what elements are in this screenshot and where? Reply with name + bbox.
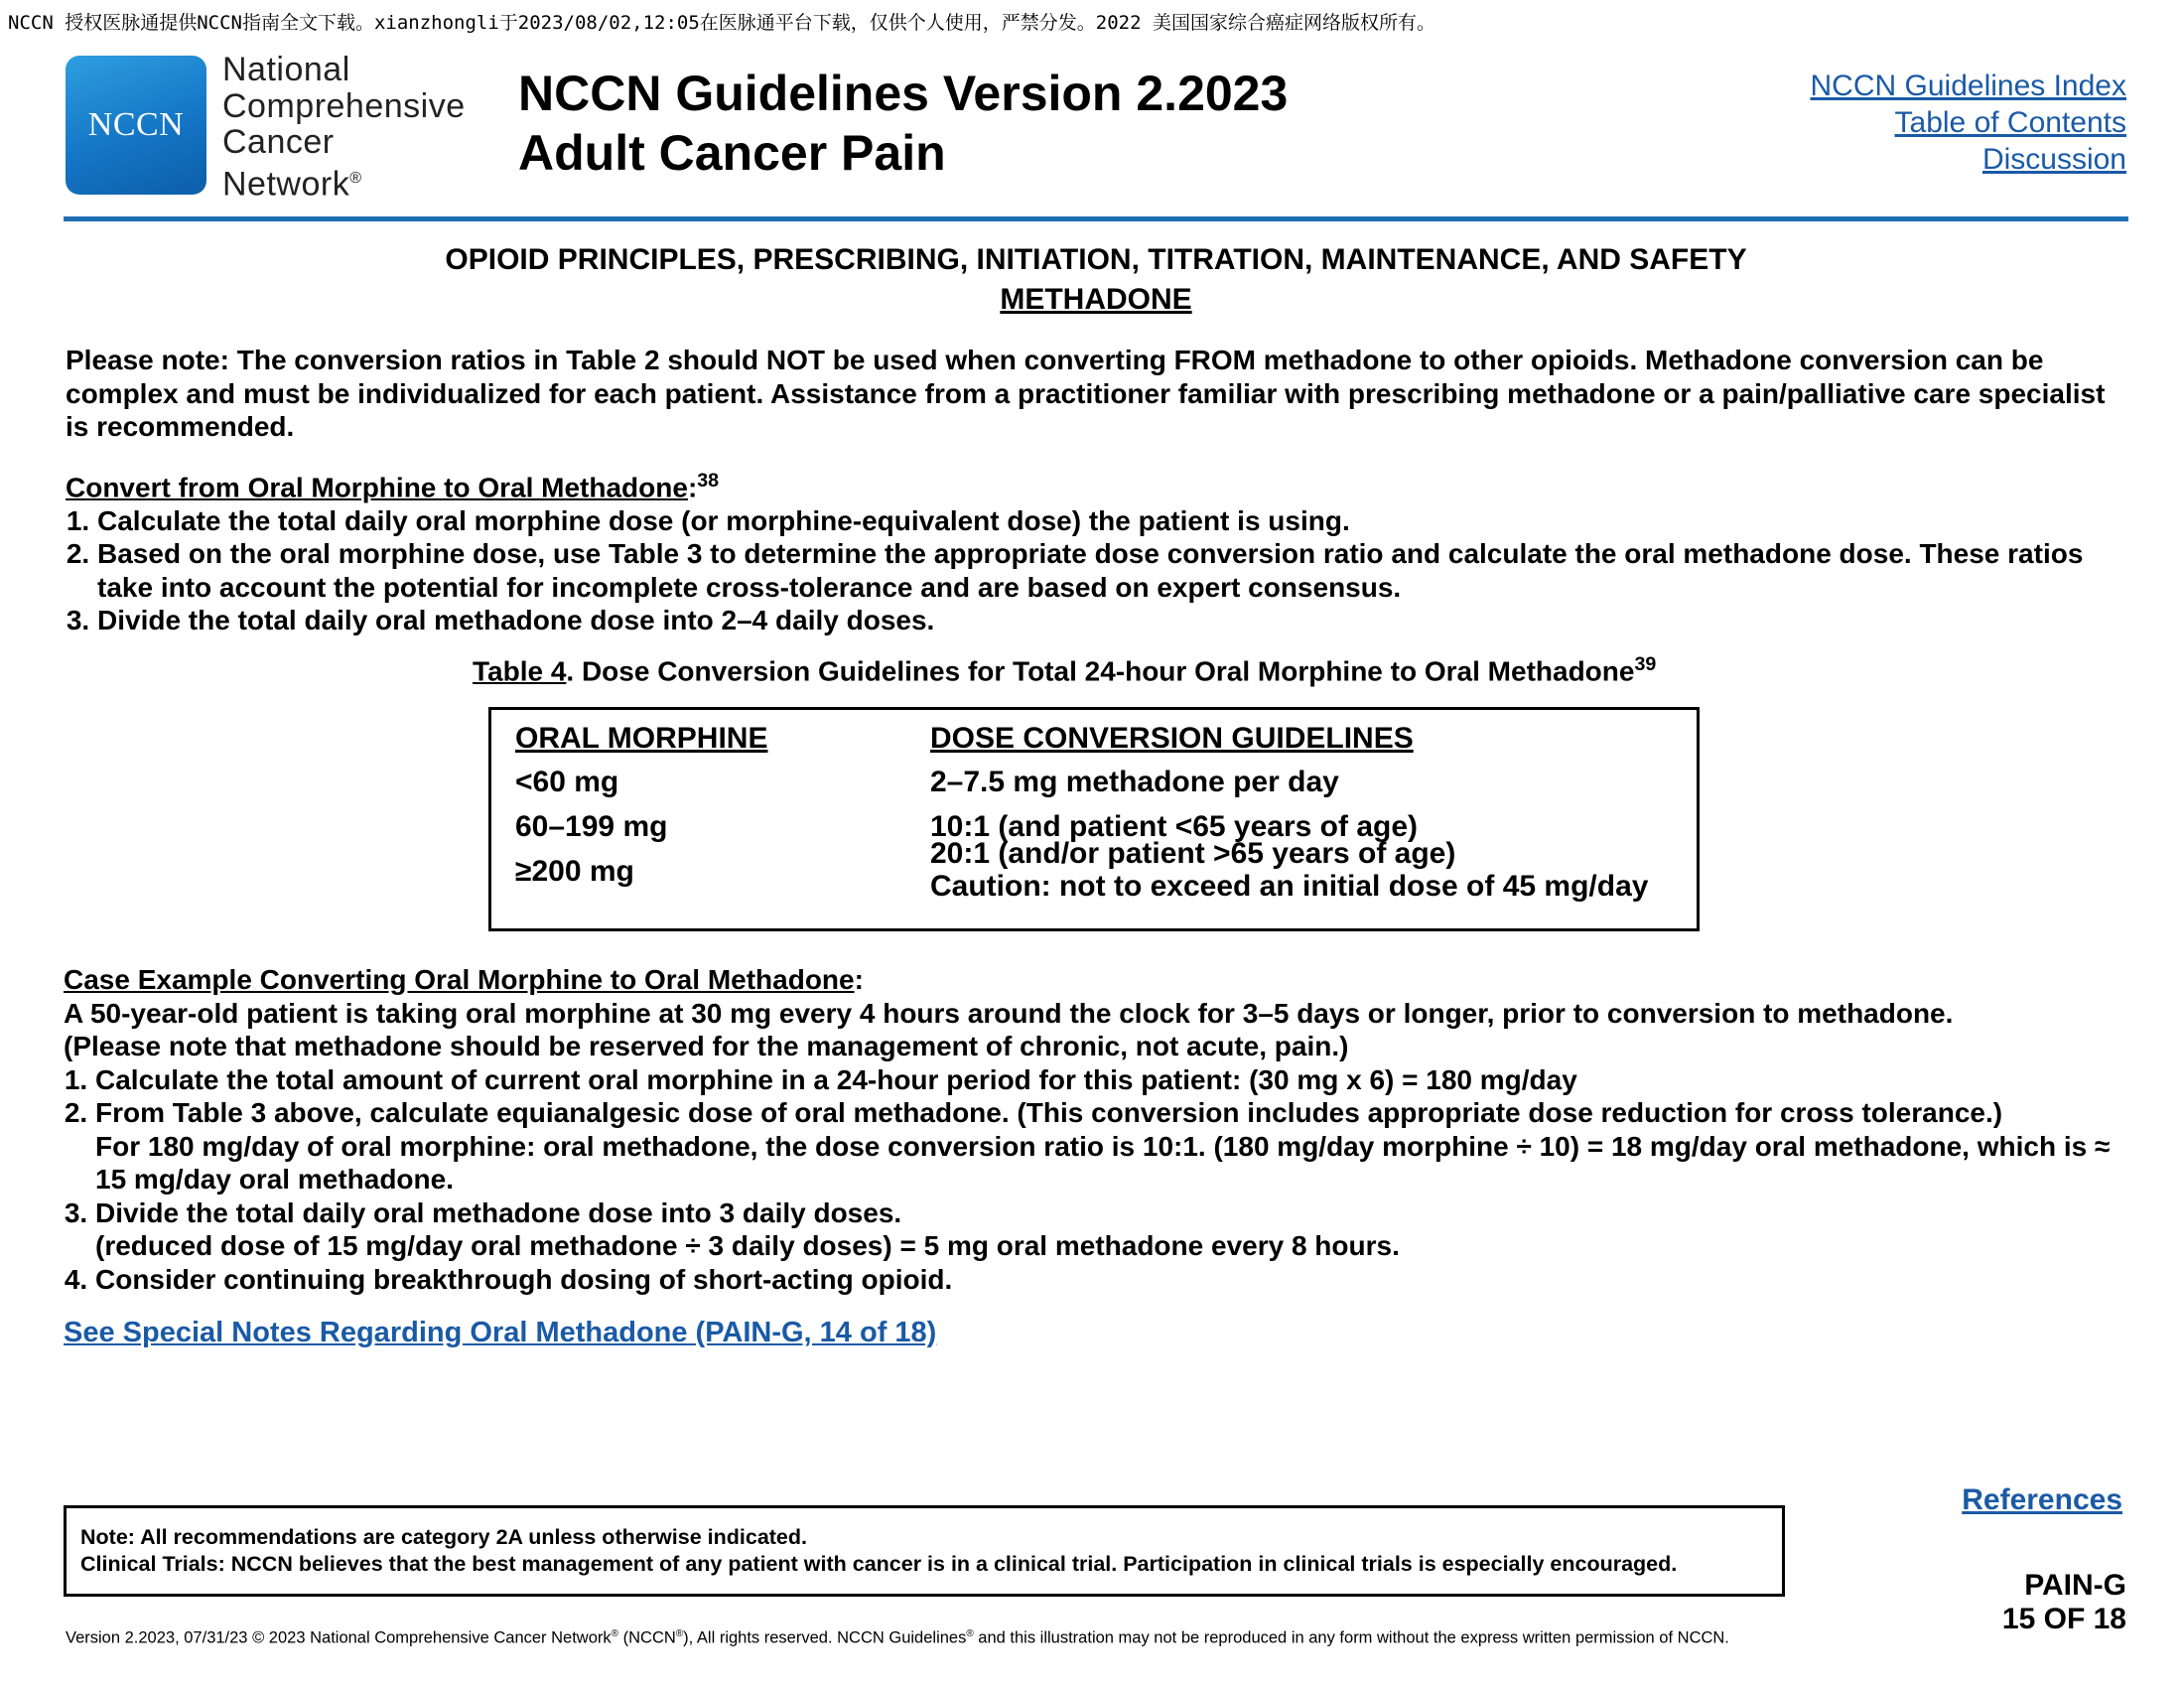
reference-superscript: 38 xyxy=(697,470,720,492)
conversion-warning-note: Please note: The conversion ratios in Table 2 should NOT be used when converting FROM methadone to other opioids. Methadone conversion can be complex and must be individualized for each patient. Assistance from a practitioner familiar with prescribing methadone or a pain/palliative care specialist is recommended. xyxy=(66,345,2106,442)
table-cell-dose: <60 mg xyxy=(515,766,619,798)
logo-text: NCCN xyxy=(87,106,185,143)
case-example xyxy=(64,963,2148,1296)
case-intro-note: (Please note that methadone should be reserved for the management of chronic, not acute, pain.) xyxy=(64,1031,1349,1061)
guideline-title xyxy=(518,64,1288,183)
references-link[interactable]: References xyxy=(1962,1483,2122,1516)
list-item: 2. From Table 3 above, calculate equianalgesic dose of oral methadone. (This conversion includes appropriate dose reduction for cross tolerance.) For 180 mg/day of oral morphine: oral methadone, the dose conversion ratio is 10:1. (180 mg/day morphine ÷ 10) = 18 mg/day oral methadone, which is ≈ 15 mg/day oral methadone. xyxy=(95,1096,2148,1196)
convert-instructions xyxy=(66,465,2130,637)
org-line: Comprehensive xyxy=(222,86,466,125)
table-header-oral-morphine: ORAL MORPHINE xyxy=(515,722,768,755)
org-line: Network® xyxy=(222,164,362,203)
download-watermark: NCCN 授权医脉通提供NCCN指南全文下载。xianzhongli于2023/08/02,12:05在医脉通平台下载，仅供个人使用，严禁分发。2022 美国国家综合癌症网络版权所有。 xyxy=(8,12,1436,34)
reference-superscript: 39 xyxy=(1634,653,1657,675)
case-intro: A 50-year-old patient is taking oral morphine at 30 mg every 4 hours around the clock for 3–5 days or longer, prior to conversion to methadone. xyxy=(64,997,1954,1029)
discussion-link[interactable]: Discussion xyxy=(1981,143,2126,176)
table-cell-dose: ≥200 mg xyxy=(515,855,634,888)
convert-steps xyxy=(66,504,2130,637)
page-identifier xyxy=(2002,1569,2126,1636)
clinical-trials-note: Clinical Trials: NCCN believes that the best management of any patient with cancer is in a clinical trial. Participation in clinical trials is especially encouraged. xyxy=(80,1552,1678,1576)
page-number: 15 OF 18 xyxy=(2001,1603,2126,1635)
special-notes-link[interactable]: See Special Notes Regarding Oral Methadone (PAIN-G, 14 of 18) xyxy=(64,1317,937,1348)
organization-name xyxy=(222,52,466,202)
org-line: Cancer xyxy=(222,123,335,161)
header-nav xyxy=(1811,68,2126,178)
registered-mark: ® xyxy=(349,169,362,187)
dose-conversion-table xyxy=(488,707,1700,931)
footer-note-box xyxy=(64,1505,1785,1597)
guideline-topic: Adult Cancer Pain xyxy=(518,125,946,181)
table-header-guidelines: DOSE CONVERSION GUIDELINES xyxy=(930,722,1414,755)
table-caption: Table 4. Dose Conversion Guidelines for Total 24-hour Oral Morphine to Oral Methadone$^{39}$ xyxy=(473,653,1657,687)
case-steps xyxy=(64,1063,2148,1297)
nccn-logo xyxy=(66,56,206,195)
list-item: 1. Calculate the total amount of current oral morphine in a 24-hour period for this patient: (30 mg x 6) = 180 mg/day xyxy=(95,1063,2148,1097)
table-cell-dose: 60–199 mg xyxy=(515,810,668,843)
table-cell-guideline: 10:1 (and patient <65 years of age) xyxy=(930,810,1419,843)
list-item: 4. Consider continuing breakthrough dosing of short-acting opioid. xyxy=(95,1263,2148,1297)
category-note: Note: All recommendations are category 2A unless otherwise indicated. xyxy=(80,1525,807,1549)
header-divider xyxy=(64,216,2128,221)
section-heading xyxy=(64,240,2128,320)
copyright-notice: Version 2.2023, 07/31/23 © 2023 National Comprehensive Cancer Network® (NCCN®), All rights reserved. NCCN Guidelines® and this illustration may not be reproduced in any form without the express written permission of NCCN. xyxy=(66,1628,1729,1647)
table-cell-caution: Caution: not to exceed an initial dose of 45 mg/day xyxy=(930,870,1649,903)
guidelines-index-link[interactable]: NCCN Guidelines Index xyxy=(1810,70,2126,102)
table-cell-guideline: 2–7.5 mg methadone per day xyxy=(930,766,1339,798)
list-item: 2. Based on the oral morphine dose, use Table 3 to determine the appropriate dose conversion ratio and calculate the oral methadone dose. These ratios take into account the potential for incomplete cross-tolerance and are based on expert consensus. xyxy=(97,537,2130,604)
guideline-version: NCCN Guidelines Version 2.2023 xyxy=(518,66,1289,121)
list-item: 1. Calculate the total daily oral morphine dose (or morphine-equivalent dose) the patient is using. xyxy=(97,504,2130,538)
org-line: National xyxy=(222,51,350,88)
table-cell-guideline: 20:1 (and/or patient >65 years of age) xyxy=(930,837,1456,870)
page-code: PAIN-G xyxy=(2024,1569,2126,1602)
section-title: OPIOID PRINCIPLES, PRESCRIBING, INITIATION, TITRATION, MAINTENANCE, AND SAFETY xyxy=(445,243,1747,276)
case-title: Case Example Converting Oral Morphine to Oral Methadone: xyxy=(64,964,864,995)
list-item: 3. Divide the total daily oral methadone dose into 3 daily doses. (reduced dose of 15 mg/day oral methadone ÷ 3 daily doses) = 5 mg oral methadone every 8 hours. xyxy=(95,1196,2148,1263)
list-item: 3. Divide the total daily oral methadone dose into 2–4 daily doses. xyxy=(97,604,2130,637)
table-of-contents-link[interactable]: Table of Contents xyxy=(1894,106,2126,139)
section-subtitle: METHADONE xyxy=(1000,283,1192,316)
convert-title: Convert from Oral Morphine to Oral Methadone:$^{38}$ xyxy=(66,470,720,503)
